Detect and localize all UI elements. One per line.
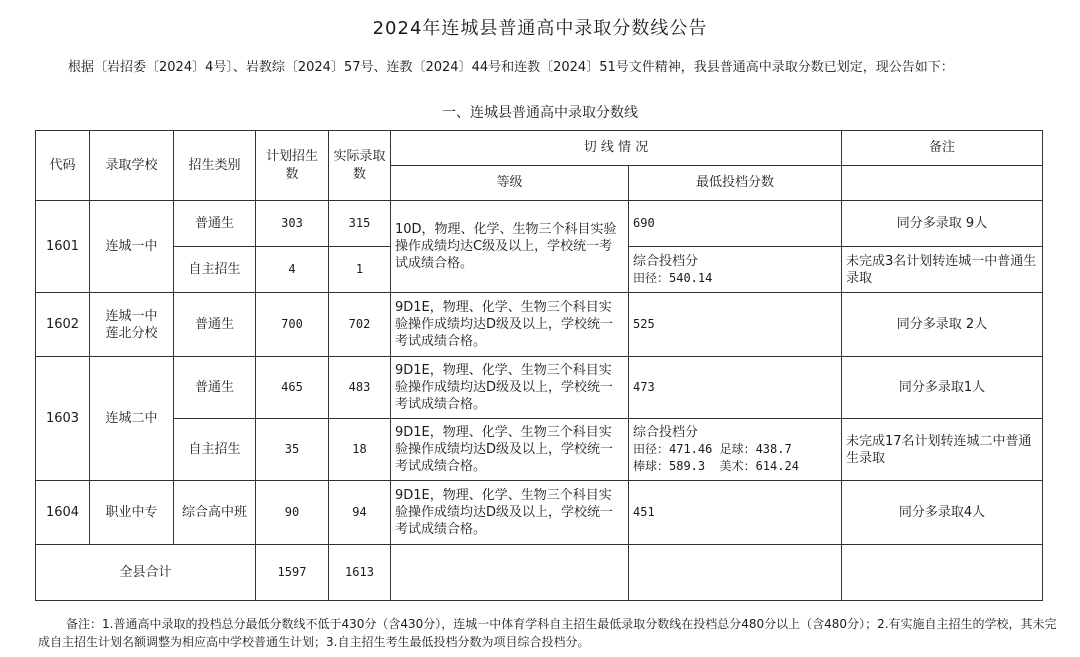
- cell-min-score: 451: [629, 481, 842, 545]
- header-remark: 备注: [842, 131, 1043, 166]
- table-row: [36, 357, 1043, 419]
- cell-min-score: 690: [629, 201, 842, 247]
- cell-min-score: [629, 247, 842, 293]
- total-plan: 1597: [256, 545, 329, 601]
- cell-school: [90, 293, 174, 357]
- cell-empty: [391, 545, 629, 601]
- table-row: [36, 201, 1043, 247]
- header-code: 代码: [36, 131, 90, 201]
- min-score-line: 综合投档分: [633, 425, 699, 440]
- cell-plan: 4: [256, 247, 329, 293]
- min-score-line: 田径：471.46 足球：438.7: [633, 442, 792, 456]
- cell-plan: 90: [256, 481, 329, 545]
- cell-min-score: 525: [629, 293, 842, 357]
- cell-code: 1601: [36, 201, 90, 293]
- min-score-line: 棒球：589.3 美术：614.24: [633, 459, 799, 473]
- cell-plan: 303: [256, 201, 329, 247]
- cell-grade: 9D1E，物理、化学、生物三个科目实验操作成绩均达D级及以上，学校统一考试成绩合格。: [391, 481, 629, 545]
- cell-remark: 同分多录取4人: [842, 481, 1043, 545]
- cell-actual: 18: [329, 419, 391, 481]
- school-line: 连城一中: [105, 308, 158, 324]
- cell-actual: 1: [329, 247, 391, 293]
- cell-code: 1602: [36, 293, 90, 357]
- total-row: [36, 545, 1043, 601]
- cell-plan: 35: [256, 419, 329, 481]
- page-title: 2024年连城县普通高中录取分数线公告: [372, 18, 708, 39]
- cell-remark: 同分多录取1人: [842, 357, 1043, 419]
- min-score-line: 综合投档分: [633, 253, 699, 269]
- cell-min-score: 473: [629, 357, 842, 419]
- cell-type: 普通生: [174, 293, 256, 357]
- cell-school: 连城一中: [90, 201, 174, 293]
- cell-plan: 700: [256, 293, 329, 357]
- cell-school: 连城二中: [90, 357, 174, 481]
- header-type: 招生类别: [174, 131, 256, 201]
- cell-actual: 483: [329, 357, 391, 419]
- intro-paragraph: 根据〔岩招委〔2024〕4号〕、岩教综〔2024〕57号、连教〔2024〕44号和连教〔2024〕51号文件精神，我县普通高中录取分数已划定，现公告如下：: [68, 60, 954, 75]
- footnote: 备注：1.普通高中录取的投档总分最低分数线不低于430分（含430分），连城一中体育学科自主招生最低录取分数线在投档总分480分以上（含480分）；2.有实施自主招生的学校，其未完成自主招生计划名额调整为相应高中学校普通生计划；3.自主招生考生最低投档分数为项目综合投档分。: [38, 617, 1057, 649]
- cell-empty: [629, 545, 842, 601]
- table-row: [36, 481, 1043, 545]
- cell-type: 普通生: [174, 357, 256, 419]
- header-plan: 计划招生数: [256, 131, 329, 201]
- cell-type: 综合高中班: [174, 481, 256, 545]
- cell-code: 1604: [36, 481, 90, 545]
- cell-remark: 同分多录取 9人: [842, 201, 1043, 247]
- cell-grade: 9D1E，物理、化学、生物三个科目实验操作成绩均达D级及以上，学校统一考试成绩合格。: [391, 357, 629, 419]
- table-row: [36, 419, 1043, 481]
- cell-remark: 同分多录取 2人: [842, 293, 1043, 357]
- table-row: [36, 293, 1043, 357]
- cell-actual: 94: [329, 481, 391, 545]
- total-actual: 1613: [329, 545, 391, 601]
- header-grade: 等级: [391, 166, 629, 201]
- cell-grade: 9D1E，物理、化学、生物三个科目实验操作成绩均达D级及以上，学校统一考试成绩合格。: [391, 419, 629, 481]
- cell-grade: 10D，物理、化学、生物三个科目实验操作成绩均达C级及以上，学校统一考试成绩合格。: [391, 201, 629, 293]
- header-remark-blank: [842, 166, 1043, 201]
- cell-empty: [842, 545, 1043, 601]
- header-actual: 实际录取数: [329, 131, 391, 201]
- header-min-score: 最低投档分数: [629, 166, 842, 201]
- min-score-line: 田径：540.14: [633, 270, 713, 285]
- cell-code: 1603: [36, 357, 90, 481]
- total-label: 全县合计: [36, 545, 256, 601]
- cell-plan: 465: [256, 357, 329, 419]
- cell-actual: 702: [329, 293, 391, 357]
- header-cut: 切 线 情 况: [391, 131, 842, 166]
- cell-actual: 315: [329, 201, 391, 247]
- cell-school: 职业中专: [90, 481, 174, 545]
- cell-type: 自主招生: [174, 419, 256, 481]
- cell-remark: 未完成3名计划转连城一中普通生录取: [842, 247, 1043, 293]
- cell-type: 自主招生: [174, 247, 256, 293]
- cell-type: 普通生: [174, 201, 256, 247]
- cell-min-score: [629, 419, 842, 481]
- cell-remark: 未完成17名计划转连城二中普通生录取: [842, 419, 1043, 481]
- cell-grade: 9D1E，物理、化学、生物三个科目实验操作成绩均达D级及以上，学校统一考试成绩合格。: [391, 293, 629, 357]
- header-school: 录取学校: [90, 131, 174, 201]
- school-line: 莲北分校: [105, 325, 158, 341]
- admission-score-table: [35, 130, 1043, 601]
- section-title: 一、连城县普通高中录取分数线: [442, 105, 638, 121]
